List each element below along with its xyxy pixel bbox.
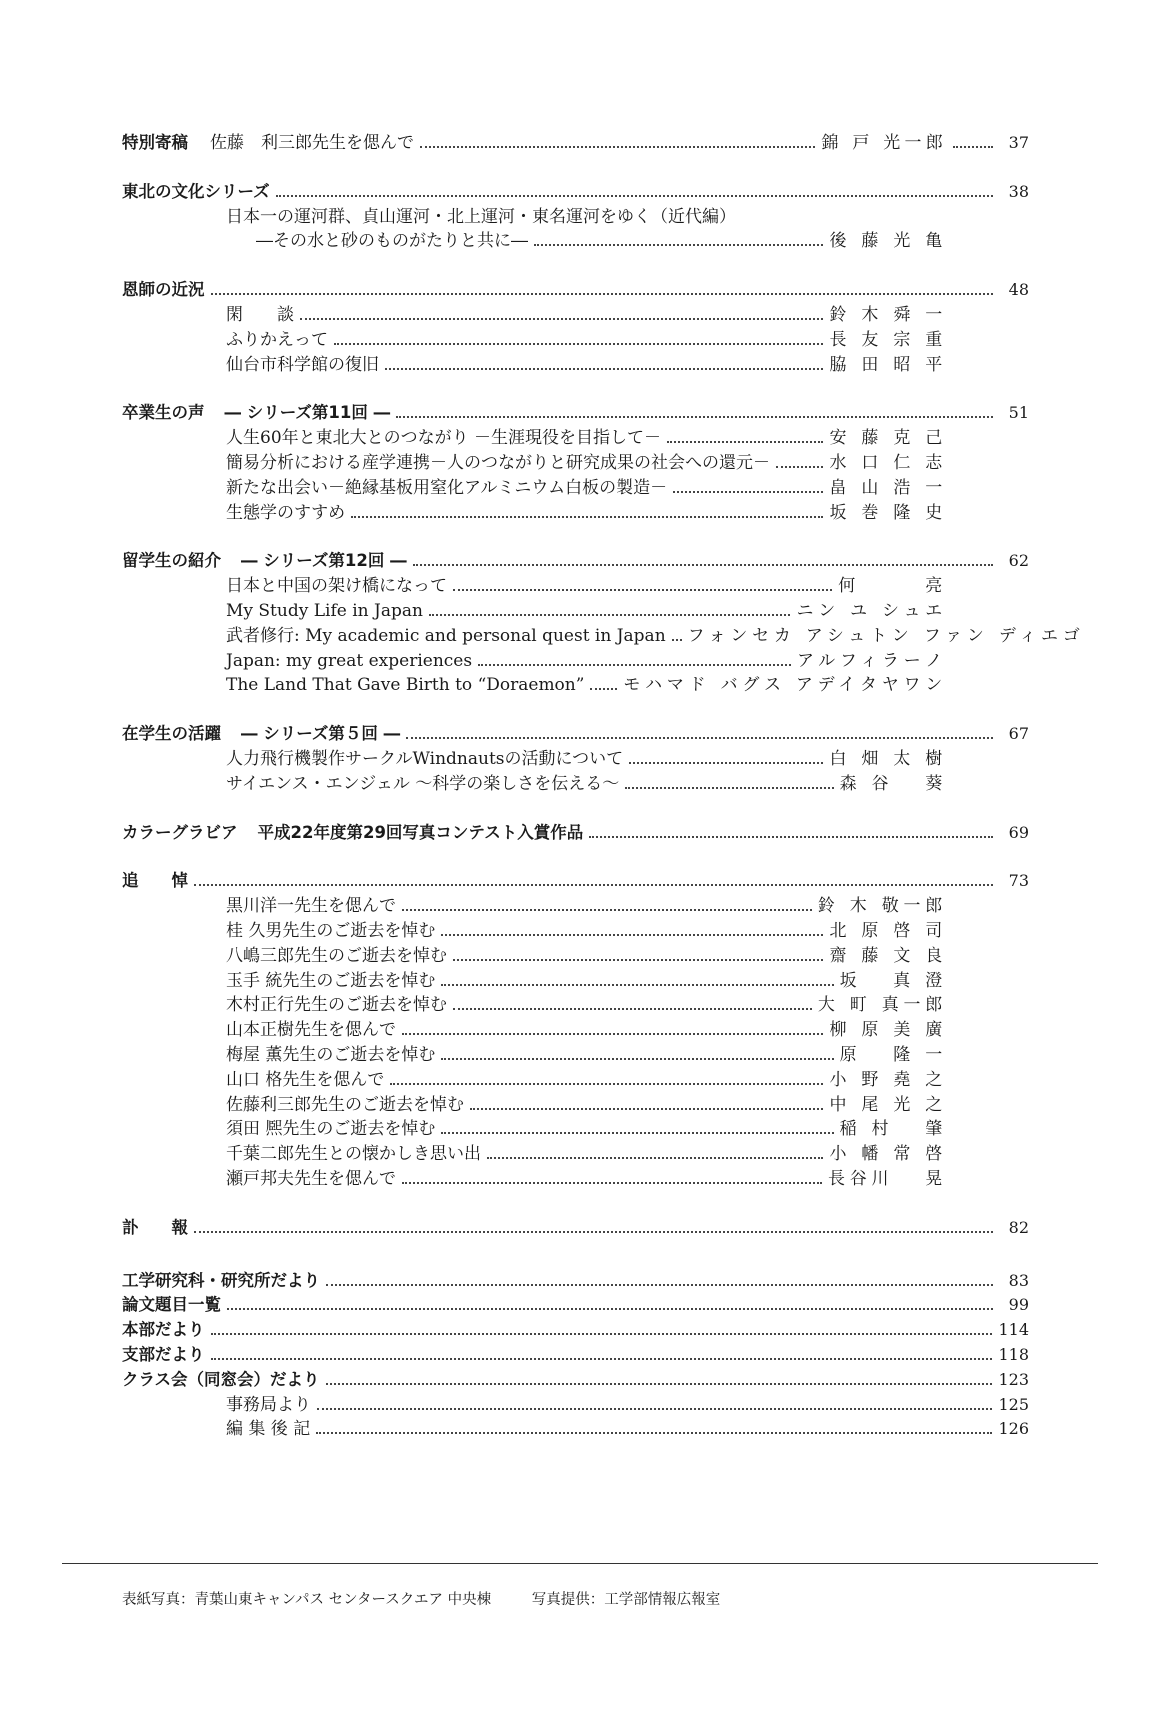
item-author: 長 友 宗 重 <box>829 329 947 350</box>
page-number: 62 <box>1008 551 1029 571</box>
toc-item <box>226 350 947 376</box>
page-number: 99 <box>1008 1295 1029 1315</box>
item-author: 坂 巻 隆 史 <box>829 502 947 523</box>
page-number: 83 <box>1008 1270 1029 1290</box>
section-title: 工学研究科・研究所だより <box>122 1270 320 1290</box>
section-row <box>122 275 1029 301</box>
footer-divider <box>62 1563 1098 1564</box>
toc-item <box>226 1015 947 1041</box>
section-row <box>122 719 1029 745</box>
leader-dots <box>453 589 832 591</box>
photo-credit-caption: 写真提供：工学部情報広報室 <box>531 1592 721 1608</box>
leader-dots <box>227 1308 993 1310</box>
leader-dots <box>629 762 823 764</box>
leader-dots <box>385 368 823 370</box>
leader-dots <box>625 787 833 789</box>
section-title: 卒業生の声 <box>122 403 205 423</box>
toc-item <box>226 744 947 770</box>
toc-item <box>226 1139 947 1165</box>
toc-item <box>226 1164 947 1190</box>
leader-dots <box>413 564 993 566</box>
section-title: 東北の文化シリーズ <box>122 181 270 201</box>
item-author: 中 尾 光 之 <box>829 1094 947 1115</box>
item-title: 閑 談 <box>226 305 294 325</box>
item-title: 玉手 統先生のご逝去を悼む <box>226 970 436 991</box>
page-number: 114 <box>998 1320 1029 1340</box>
leader-dots <box>326 1383 993 1385</box>
leader-dots <box>441 1058 833 1060</box>
section-row <box>122 1315 1029 1341</box>
item-title: 武者修行: My academic and personal quest in Japan <box>226 625 666 646</box>
toc-item <box>226 670 947 696</box>
toc-item <box>226 990 947 1016</box>
item-title: 日本と中国の架け橋になって <box>226 576 447 597</box>
item-author: 脇 田 昭 平 <box>829 354 947 375</box>
item-author: 坂 真 澄 <box>839 970 947 991</box>
page-number: 48 <box>1008 280 1029 300</box>
item-author: 森 谷 葵 <box>839 773 947 794</box>
item-title: 八嶋三郎先生のご逝去を悼む <box>226 945 447 966</box>
footer-caption <box>122 1588 720 1609</box>
section-subtitle: ― シリーズ第５回 ― <box>241 724 401 744</box>
section-row <box>122 1266 1029 1292</box>
leader-dots <box>667 441 823 443</box>
section-author: 錦 戸 光一郎 <box>821 133 947 153</box>
item-author: 畠 山 浩 一 <box>829 477 947 498</box>
item-title: 編 集 後 記 <box>226 1419 311 1440</box>
toc-item <box>226 423 947 449</box>
item-author: 白 畑 太 樹 <box>829 749 947 769</box>
item-title: 山本正樹先生を偲んで <box>226 1020 396 1041</box>
item-title: 佐藤利三郎先生のご逝去を悼む <box>226 1094 464 1115</box>
item-title: 木村正行先生のご逝去を悼む <box>226 995 447 1016</box>
item-author: ニン ユ シュエ <box>796 601 947 621</box>
toc-item <box>226 596 947 622</box>
item-author: 水 口 仁 志 <box>829 453 947 473</box>
item-author: 小 幡 常 啓 <box>829 1144 947 1165</box>
section-title: 追 悼 <box>122 871 188 891</box>
item-title: ―その水と砂のものがたりと共に― <box>256 231 528 252</box>
leader-dots <box>402 909 812 911</box>
item-author: 後 藤 光 亀 <box>829 231 947 252</box>
toc-item <box>226 1040 947 1066</box>
page-number: 37 <box>1008 133 1029 152</box>
section-row <box>122 1340 1029 1366</box>
section-row <box>122 128 1029 154</box>
toc-item <box>226 941 947 967</box>
item-title: 生態学のすすめ <box>226 502 346 523</box>
page-number: 38 <box>1008 181 1029 201</box>
item-author: 安 藤 克 己 <box>829 428 947 449</box>
section-title: 留学生の紹介 <box>122 551 221 571</box>
section-row <box>122 177 1029 203</box>
leader-dots <box>453 1008 812 1010</box>
item-author: 北 原 啓 司 <box>829 921 947 941</box>
item-author: 小 野 堯 之 <box>829 1069 947 1090</box>
toc-item <box>226 916 947 942</box>
section-row <box>122 818 1029 844</box>
page-number: 67 <box>1008 724 1029 744</box>
page-number: 118 <box>998 1345 1029 1364</box>
toc-item <box>226 966 947 992</box>
toc-item <box>226 325 947 351</box>
section-title: 訃 報 <box>122 1217 188 1237</box>
leader-dots <box>470 1108 823 1110</box>
item-title: 桂 久男先生のご逝去を悼む <box>226 921 436 941</box>
toc-item <box>226 448 947 474</box>
leader-dots <box>396 416 993 418</box>
item-title: 人生60年と東北大とのつながり －生涯現役を目指して－ <box>226 428 662 449</box>
leader-dots <box>390 1083 823 1085</box>
leader-dots <box>402 1033 823 1035</box>
section-article-title: 佐藤 利三郎先生を偲んで <box>210 133 414 153</box>
leader-dots <box>194 1231 993 1233</box>
item-title: Japan: my great experiences <box>226 650 473 671</box>
section-title: 特別寄稿 <box>122 133 188 152</box>
item-title: 山口 格先生を偲んで <box>226 1069 385 1090</box>
section-row <box>122 1290 1029 1316</box>
leader-dots <box>589 836 993 838</box>
item-author: 鈴 木 敬一郎 <box>817 896 947 917</box>
item-author: 大 町 真一郎 <box>817 995 947 1016</box>
section-title: カラーグラビア <box>122 822 238 842</box>
item-author: 何 亮 <box>838 576 947 597</box>
leader-dots <box>300 318 823 320</box>
section-title: クラス会（同窓会）だより <box>122 1369 320 1389</box>
toc-item <box>226 300 947 326</box>
item-title: 黒川洋一先生を偲んで <box>226 896 396 917</box>
toc-item <box>226 1114 947 1140</box>
item-title: The Land That Gave Birth to “Doraemon” <box>226 675 585 696</box>
toc-item <box>256 226 947 252</box>
item-title: 瀬戸邦夫先生を偲んで <box>226 1169 396 1189</box>
page-number: 123 <box>998 1369 1029 1389</box>
section-row <box>122 398 1029 424</box>
page-number: 51 <box>1008 403 1029 423</box>
leader-dots <box>453 959 823 961</box>
item-title: 新たな出会い－絶縁基板用窒化アルミニウム白板の製造－ <box>226 477 668 498</box>
item-title: ふりかえって <box>226 329 328 350</box>
section-row <box>122 546 1029 572</box>
page-number: 82 <box>1008 1217 1029 1237</box>
section-title: 在学生の活躍 <box>122 724 221 744</box>
section-row <box>122 1213 1029 1239</box>
page-number: 69 <box>1008 822 1029 842</box>
item-title: 須田 熈先生のご逝去を悼む <box>226 1119 436 1140</box>
section-title: 本部だより <box>122 1320 205 1340</box>
leader-dots <box>420 146 815 148</box>
leader-dots <box>351 516 823 518</box>
item-author: 鈴 木 舜 一 <box>829 305 947 325</box>
leader-dots <box>211 1333 993 1335</box>
leader-dots <box>441 934 823 936</box>
toc-item <box>226 202 947 228</box>
leader-dots <box>326 1284 993 1286</box>
leader-dots <box>211 1358 993 1360</box>
toc-item <box>226 498 947 524</box>
leader-dots <box>953 146 993 148</box>
leader-dots <box>478 664 791 666</box>
section-row <box>122 866 1029 892</box>
leader-dots <box>672 639 682 641</box>
item-title: 千葉二郎先生との懐かしき思い出 <box>226 1144 481 1165</box>
item-title: 事務局より <box>226 1394 311 1415</box>
toc-item <box>226 769 947 795</box>
page-number: 126 <box>998 1419 1029 1439</box>
leader-dots <box>316 1432 992 1434</box>
leader-dots <box>406 737 993 739</box>
leader-dots <box>276 195 993 197</box>
toc-item <box>226 571 947 597</box>
leader-dots <box>211 293 994 295</box>
item-title: 人力飛行機製作サークルWindnautsの活動について <box>226 749 624 769</box>
leader-dots <box>487 1157 823 1159</box>
section-subtitle: ― シリーズ第12回 ― <box>241 551 407 571</box>
leader-dots <box>776 466 823 468</box>
item-title: 日本一の運河群、貞山運河・北上運河・東名運河をゆく（近代編） <box>226 206 736 227</box>
leader-dots <box>673 491 823 493</box>
section-title: 論文題目一覧 <box>122 1295 221 1315</box>
leader-dots <box>334 343 823 345</box>
toc-item <box>226 473 947 499</box>
item-author: フォンセカ アシュトン ファン ディエゴ <box>687 625 1085 646</box>
toc-item <box>226 1414 1029 1440</box>
item-author: 長谷川 晃 <box>828 1169 947 1189</box>
toc-item <box>226 621 1085 647</box>
section-subtitle: 平成22年度第29回写真コンテスト入賞作品 <box>257 822 584 842</box>
item-title: 簡易分析における産学連携－人のつながりと研究成果の社会への還元－ <box>226 453 770 473</box>
item-title: サイエンス・エンジェル ～科学の楽しさを伝える～ <box>226 773 620 794</box>
item-author: 齋 藤 文 良 <box>829 945 947 966</box>
page-number: 125 <box>998 1394 1029 1414</box>
item-title: 梅屋 薫先生のご逝去を悼む <box>226 1045 436 1065</box>
section-row <box>122 1365 1029 1391</box>
item-author: 稲 村 肇 <box>839 1119 947 1140</box>
section-title: 恩師の近況 <box>122 280 205 300</box>
leader-dots <box>317 1408 992 1410</box>
toc-item <box>226 1065 947 1091</box>
page-number: 73 <box>1008 871 1029 891</box>
toc-item <box>226 1390 1029 1416</box>
leader-dots <box>441 984 833 986</box>
toc-item <box>226 1090 947 1116</box>
leader-dots <box>590 688 617 690</box>
leader-dots <box>429 614 791 616</box>
item-author: モハマド バグス アデイタヤワン <box>623 675 947 696</box>
section-title: 支部だより <box>122 1345 205 1364</box>
item-title: My Study Life in Japan <box>226 601 423 621</box>
leader-dots <box>402 1182 822 1184</box>
item-title: 仙台市科学館の復旧 <box>226 354 379 375</box>
cover-photo-caption: 表紙写真：青葉山東キャンパス センタースクエア 中央棟 <box>122 1592 492 1608</box>
leader-dots <box>441 1132 833 1134</box>
item-author: 柳 原 美 廣 <box>829 1020 947 1041</box>
leader-dots <box>194 884 993 886</box>
leader-dots <box>534 244 823 246</box>
toc-item <box>226 646 947 672</box>
section-subtitle: ― シリーズ第11回 ― <box>224 403 391 423</box>
toc-item <box>226 891 947 917</box>
item-author: 原 隆 一 <box>839 1045 947 1065</box>
item-author: アルフィラーノ <box>797 650 947 671</box>
